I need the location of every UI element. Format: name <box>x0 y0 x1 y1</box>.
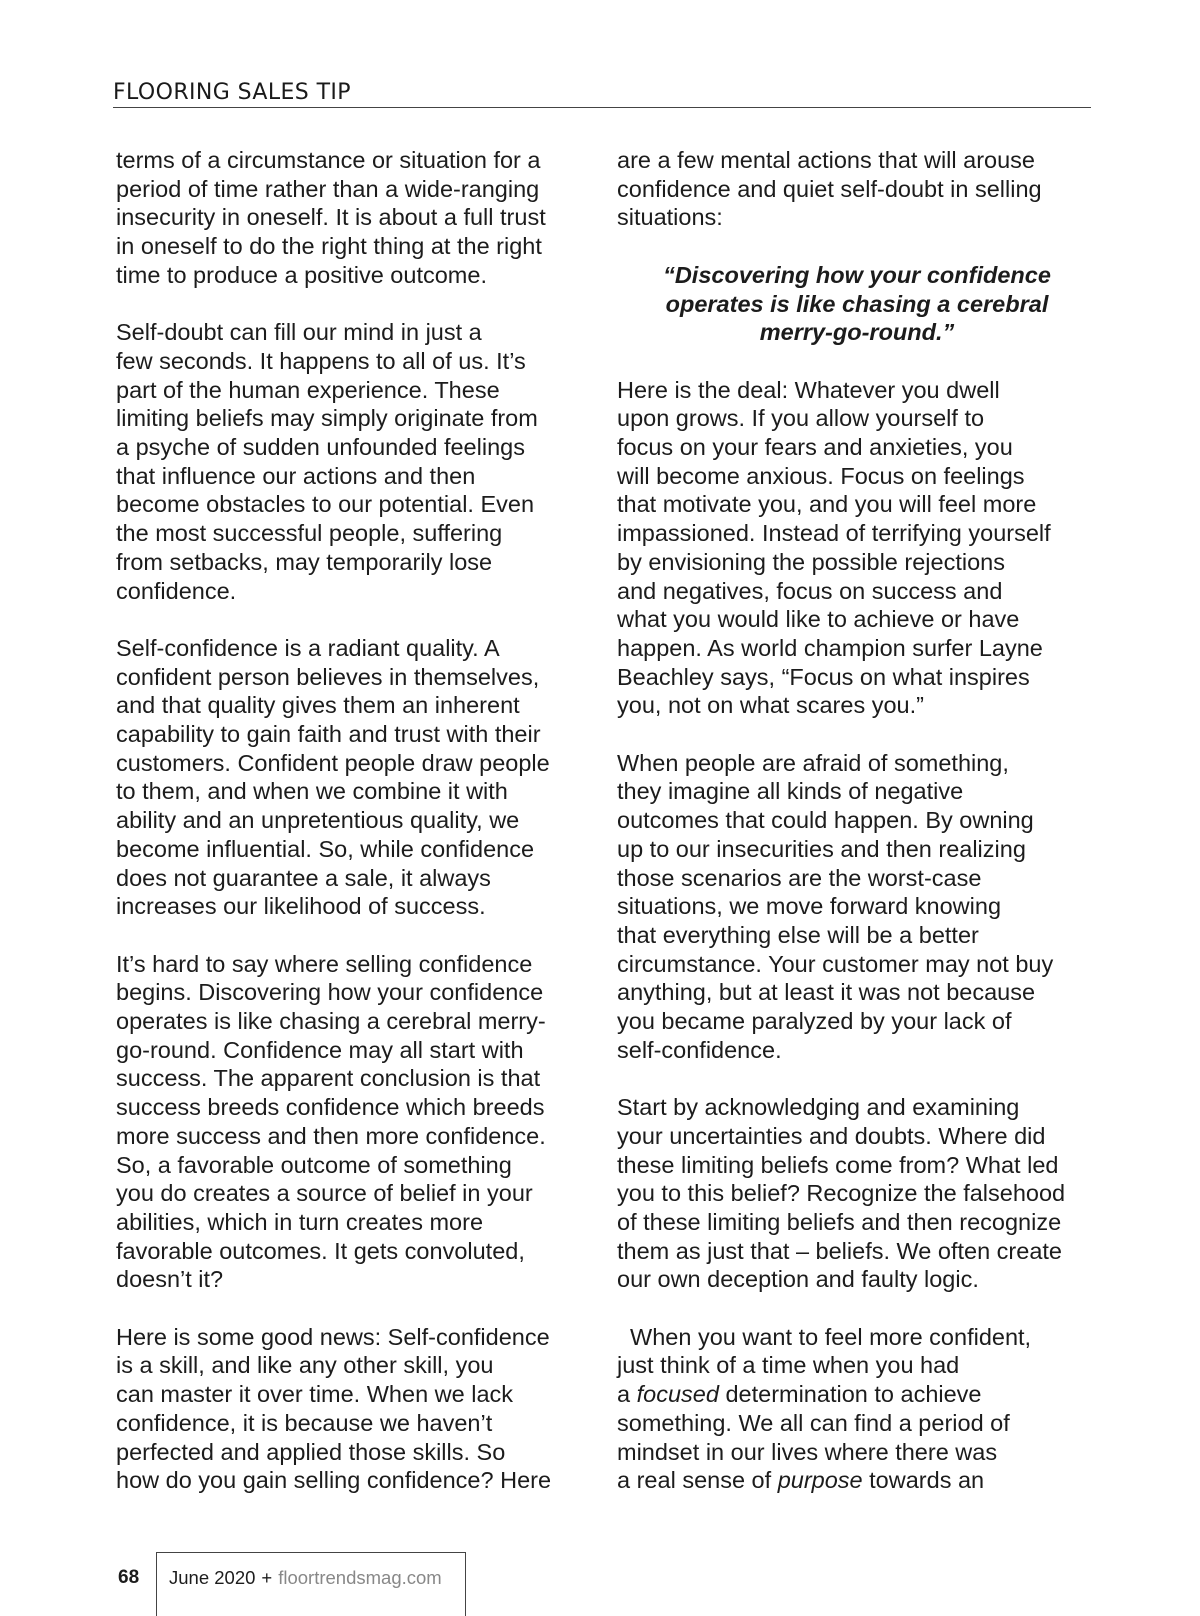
right-column <box>617 146 1097 1495</box>
paragraph-last <box>617 1323 1097 1495</box>
paragraph: Start by acknowledging and examining your uncertainties and doubts. Where did these limiting beliefs come from? What led you to this belief? Recognize the falsehood of these limiting beliefs and then recognize them as just that – beliefs. We often create our own deception and faulty logic. <box>617 1094 1066 1293</box>
line: mindset in our lives where there was <box>617 1438 998 1465</box>
website-link[interactable]: floortrendsmag.com <box>278 1567 442 1588</box>
line: just think of a time when you had <box>617 1352 960 1379</box>
paragraph: are a few mental actions that will arouse confidence and quiet self-doubt in selling situations: <box>617 147 1042 231</box>
paragraph: Here is the deal: Whatever you dwell upon grows. If you allow yourself to focus on your fears and anxieties, you will become anxious. Focus on feelings that motivate you, and you will feel more impassioned. Instead of terrifying yourself by envisioning the possible rejections and negatives, focus on success and what you would like to achieve or have happen. As world champion surfer Layne Beachley says, “Focus on what inspires you, not on what scares you.” <box>617 376 1051 719</box>
section-title: FLOORING SALES TIP <box>113 80 351 105</box>
line-part: a real sense of <box>617 1467 778 1494</box>
paragraph: Self-confidence is a radiant quality. A confident person believes in themselves, and that quality gives them an inherent capability to gain faith and trust with their customers. Confident people draw people to them, and when we combine it with ability and an unpretentious quality, we become influential. So, while confidence does not guarantee a sale, it always increases our likelihood of success. <box>116 634 550 920</box>
line: something. We all can find a period of <box>617 1409 1010 1436</box>
emphasis-focused: focused <box>636 1381 719 1408</box>
issue-date: June 2020 <box>169 1567 256 1588</box>
emphasis-purpose: purpose <box>777 1467 863 1494</box>
paragraph: When people are afraid of something, they imagine all kinds of negative outcomes that could happen. By owning up to our insecurities and then realizing those scenarios are the worst-case situations, we move forward knowing that everything else will be a better circumstance. Your customer may not buy anything, but at least it was not because you became paralyzed by your lack of self-confidence. <box>617 749 1054 1063</box>
paragraph: Self-doubt can fill our mind in just a few seconds. It happens to all of us. It’s part of the human experience. These limiting beliefs may simply originate from a psyche of sudden unfounded feelings that influence our actions and then become obstacles to our potential. Even the most successful people, suffering from setbacks, may temporarily lose confidence. <box>116 319 538 604</box>
footer-info-box <box>156 1552 466 1616</box>
line-part: towards an <box>862 1467 985 1494</box>
left-column <box>116 146 596 1495</box>
paragraph: It’s hard to say where selling confidence begins. Discovering how your confidence operates is like chasing a cerebral merry- go-round. Confidence may all start with success. The apparent conclusion is that success breeds confidence which breeds more success and then more confidence. So, a favorable outcome of something you do creates a source of belief in your abilities, which in turn creates more favorable outcomes. It gets convoluted, doesn’t it? <box>116 950 546 1293</box>
paragraph: terms of a circumstance or situation for a period of time rather than a wide-ranging insecurity in oneself. It is about a full trust in oneself to do the right thing at the right time to produce a positive outcome. <box>116 147 546 288</box>
line: When you want to feel more confident, <box>617 1323 1032 1350</box>
paragraph: Here is some good news: Self-confidence is a skill, and like any other skill, you can master it over time. When we lack confidence, it is because we haven’t perfected and applied those skills. So how do you gain selling confidence? Here <box>116 1323 552 1494</box>
line-part: determination to achieve <box>718 1381 982 1408</box>
line-part: a <box>617 1381 637 1408</box>
page-number: 68 <box>118 1567 140 1588</box>
section-header <box>113 80 1091 108</box>
footer-separator: + <box>261 1567 273 1588</box>
pull-quote: “Discovering how your confidence operates is like chasing a cerebral merry-go-round.” <box>663 261 1051 346</box>
